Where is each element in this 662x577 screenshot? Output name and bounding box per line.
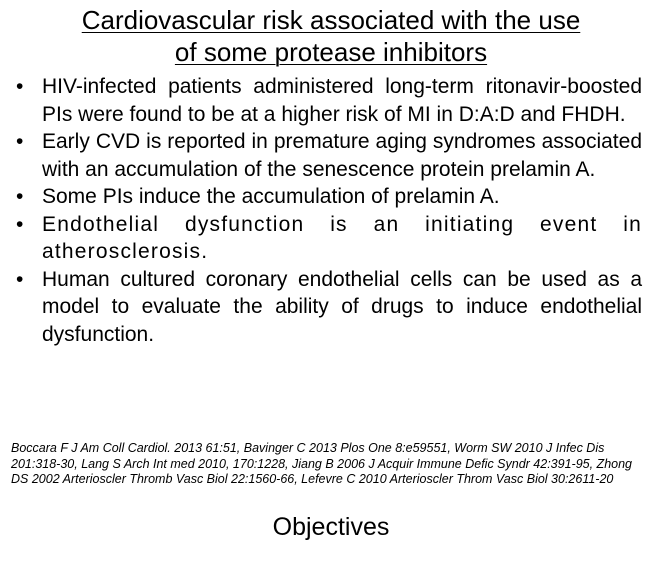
- references: Boccara F J Am Coll Cardiol. 2013 61:51, Bavinger C 2013 Plos One 8:e59551, Worm SW 2010 J Infec Dis 201:318-30, Lang S Arch Int med 2010, 170:1228, Jiang B 2006 J Acquir Immune Defic Syndr 42:391-95, Zhong DS 2002 Arterioscler Thromb Vasc Biol 22:1560-66, Lefevre C 2010 Arterioscler Throm Vasc Biol 30:2611-20: [11, 441, 632, 486]
- slide-title-line-2: of some protease inhibitors: [174, 37, 488, 67]
- bullet-item-4: [14, 211, 642, 266]
- bullet-item-1: [14, 73, 642, 128]
- bullet-item-2: [14, 128, 642, 183]
- bullet-text-2: Early CVD is reported in premature aging syndromes associated with an accumulation of the senescence protein prelamin A.: [42, 130, 642, 181]
- bullet-icon: •: [16, 185, 24, 208]
- bullet-item-3: [14, 183, 642, 211]
- bullet-text-3: Some PIs induce the accumulation of prelamin A.: [42, 185, 500, 208]
- slide-title-line-1: Cardiovascular risk associated with the use: [81, 5, 581, 35]
- bullet-icon: •: [16, 267, 24, 291]
- slide-title: [0, 4, 662, 68]
- bullet-text-1: HIV-infected patients administered long-term ritonavir-boosted PIs were found to be at a higher risk of MI in D:A:D and FHDH.: [42, 75, 642, 126]
- bullet-icon: •: [16, 130, 24, 153]
- bullet-icon: •: [16, 75, 24, 98]
- bullet-list: [14, 73, 642, 348]
- objectives-heading: Objectives: [272, 513, 390, 541]
- bullet-text-5: Human cultured coronary endothelial cells can be used as a model to evaluate the ability of drugs to induce endothelial dysfunction.: [42, 267, 642, 346]
- bullet-icon: •: [16, 212, 25, 236]
- bullet-text-4: Endothelial dysfunction is an initiating event in atherosclerosis.: [42, 212, 642, 263]
- bullet-item-5: [14, 266, 642, 349]
